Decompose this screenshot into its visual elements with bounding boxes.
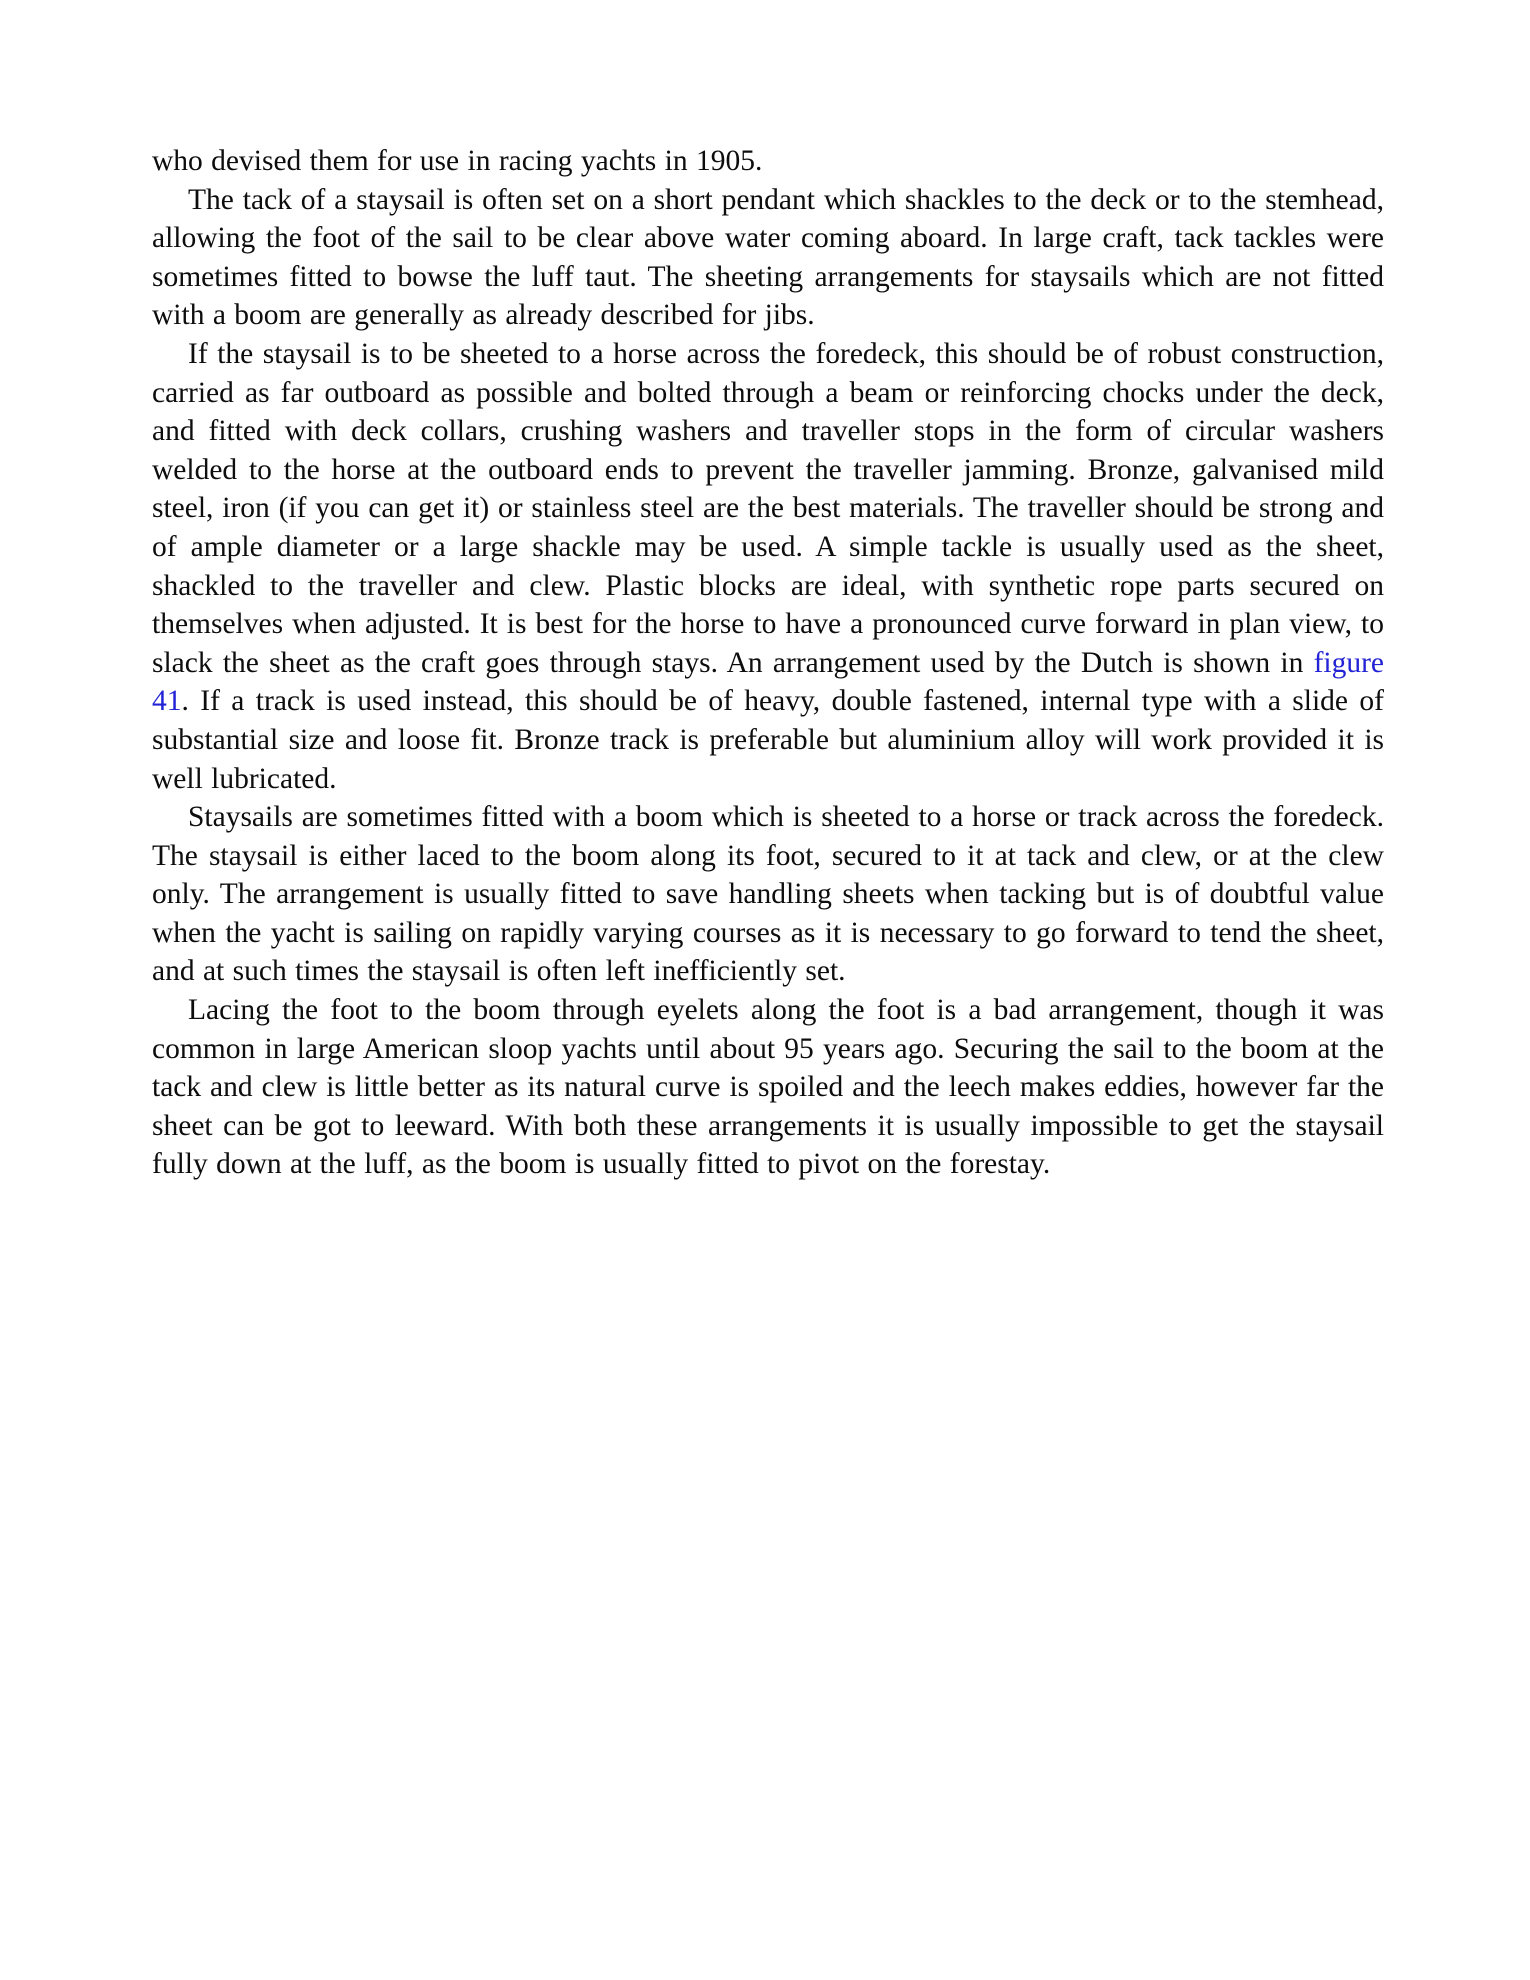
paragraph-continuation: who devised them for use in racing yachts in 1905. [152, 145, 763, 177]
paragraph-text-after-link: . If a track is used instead, this should be of heavy, double fastened, internal type with a slide of substantial size and loose fit. Bronze track is preferable but aluminium alloy will work provided it is well lubricated. [152, 685, 1384, 795]
book-page [152, 142, 1384, 1184]
paragraph-horse-sheeting [152, 335, 1384, 798]
paragraph-lacing-foot: Lacing the foot to the boom through eyelets along the foot is a bad arrangement, though it was common in large American sloop yachts until about 95 years ago. Securing the sail to the boom at the tack and clew is little better as its natural curve is spoiled and the leech makes eddies, however far the sheet can be got to leeward. With both these arrangements it is usually impossible to get the staysail fully down at the luff, as the boom is usually fitted to pivot on the forestay. [152, 994, 1384, 1181]
paragraph-tack-of-staysail: The tack of a staysail is often set on a short pendant which shackles to the deck or to the stemhead, allowing the foot of the sail to be clear above water coming aboard. In large craft, tack tackles were sometimes fitted to bowse the luff taut. The sheeting arrangements for staysails which are not fitted with a boom are generally as already described for jibs. [152, 183, 1384, 332]
figure-41-link[interactable]: figure 41 [152, 646, 1384, 718]
paragraph-staysail-boom: Staysails are sometimes fitted with a boom which is sheeted to a horse or track across the foredeck. The staysail is either laced to the boom along its foot, secured to it at tack and clew, or at the clew only. The arrangement is usually fitted to save handling sheets when tacking but is of doubtful value when the yacht is sailing on rapidly varying courses as it is necessary to go forward to tend the sheet, and at such times the staysail is often left inefficiently set. [152, 801, 1384, 988]
paragraph-text-before-link: If the staysail is to be sheeted to a horse across the foredeck, this should be of robust construction, carried as far outboard as possible and bolted through a beam or reinforcing chocks under the deck, and fitted with deck collars, crushing washers and traveller stops in the form of circular washers welded to the horse at the outboard ends to prevent the traveller jamming. Bronze, galvanised mild steel, iron (if you can get it) or stainless steel are the best materials. The traveller should be strong and of ample diameter or a large shackle may be used. A simple tackle is usually used as the sheet, shackled to the traveller and clew. Plastic blocks are ideal, with synthetic rope parts secured on themselves when adjusted. It is best for the horse to have a pronounced curve forward in plan view, to slack the sheet as the craft goes through stays. An arrangement used by the Dutch is shown in [152, 337, 1384, 679]
